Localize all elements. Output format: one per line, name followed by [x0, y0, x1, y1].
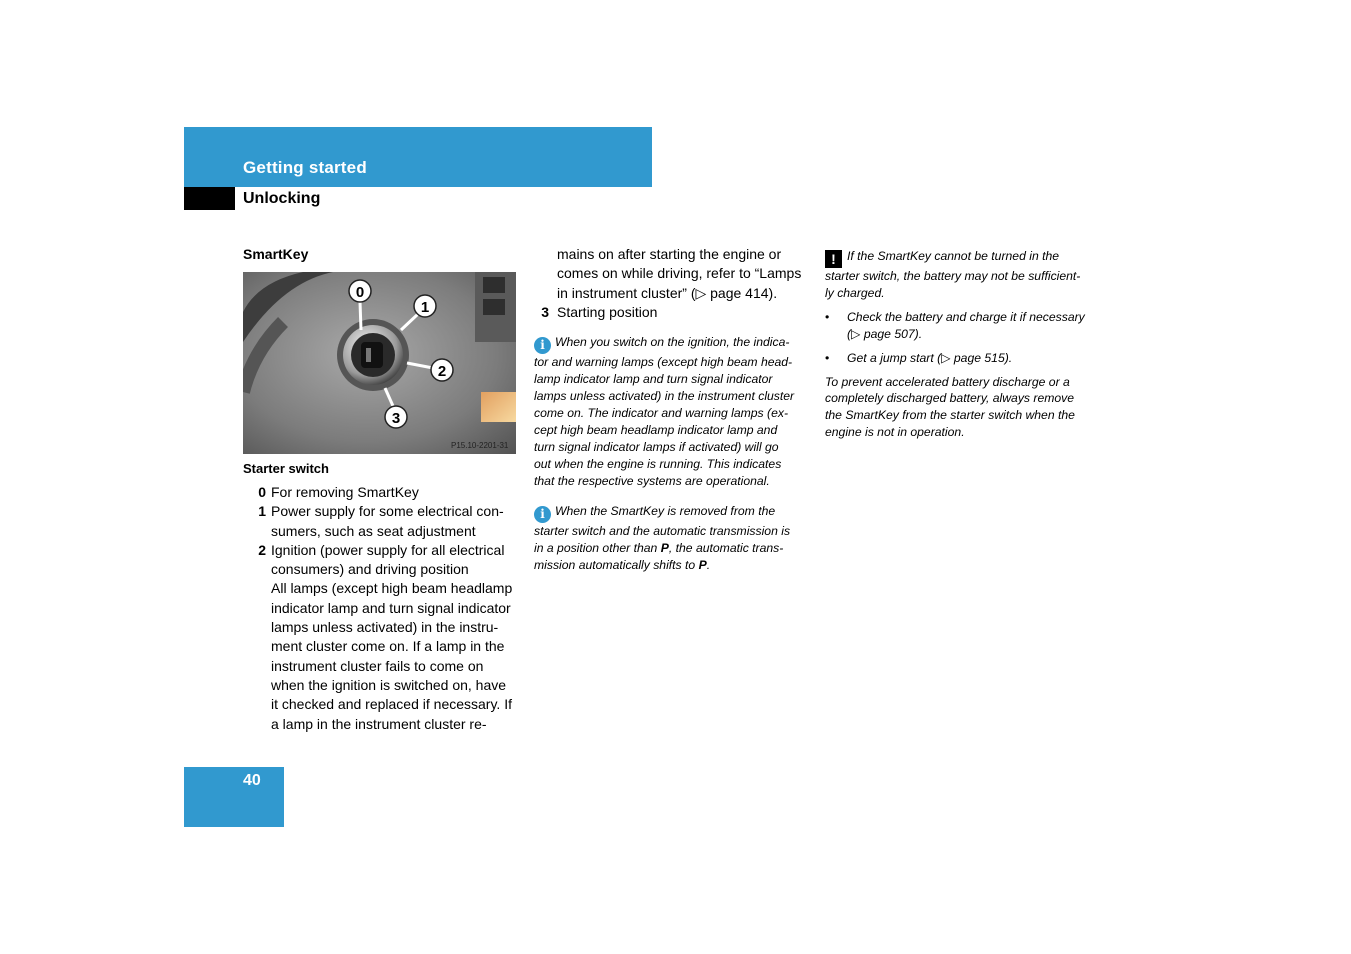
section-marker	[184, 187, 235, 210]
item-number: 3	[541, 303, 549, 320]
item-text: For removing SmartKey	[271, 484, 419, 500]
callout-2	[431, 359, 453, 381]
starter-switch-photo	[243, 272, 516, 454]
section-title: Getting started	[243, 158, 367, 177]
svg-text:2: 2	[437, 363, 447, 380]
figure-code: P15.10-2201-31	[451, 441, 509, 450]
continued-text: mains on after starting the engine or comes on while driving, refer to “Lamps in instrument cluster” (▷ page 414).	[557, 246, 802, 301]
figure-caption: Starter switch	[243, 461, 329, 476]
svg-text:3: 3	[391, 410, 401, 427]
header-band	[184, 127, 652, 187]
subsection-title: Unlocking	[243, 190, 321, 207]
item-number: 1	[258, 503, 266, 520]
list-item: • Get a jump start (▷ page 515).	[825, 350, 1013, 365]
item-text: a lamp in the instrument cluster re-	[271, 715, 487, 732]
callout-3	[385, 406, 407, 428]
item-text: Starting position	[557, 303, 658, 320]
item-text: Power supply for some electrical con-	[271, 503, 504, 520]
page-number-box	[184, 767, 284, 827]
callout-0	[349, 280, 371, 302]
info-icon: i	[534, 506, 551, 523]
item-text: instrument cluster fails to come on	[271, 657, 484, 674]
smartkey-heading: SmartKey	[243, 246, 309, 262]
starter-switch-illustration	[243, 272, 516, 454]
bullet-icon: •	[825, 350, 830, 365]
item-text: Ignition (power supply for all electrical	[271, 541, 505, 558]
item-text: lamps unless activated) in the instru-	[271, 619, 499, 636]
list-item	[534, 303, 809, 322]
info-icon: i	[534, 337, 551, 354]
svg-text:0: 0	[355, 284, 365, 301]
list-item: • Check the battery and charge it if necessary (▷ page 507).	[825, 309, 1085, 341]
exclamation-icon: !	[825, 250, 842, 268]
list-item	[243, 502, 518, 541]
closing-paragraph: To prevent accelerated battery discharge or a completely discharged battery, always remove the SmartKey from the starter switch when the engine is not in operation.	[825, 374, 1075, 440]
item-text: ment cluster come on. If a lamp in the	[271, 638, 505, 655]
position-list	[243, 483, 518, 734]
column-3	[825, 248, 1105, 441]
info-note-transmission: i When the SmartKey is removed from the starter switch and the automatic transmission is in a position other than P, the automatic trans- mission automatically shifts to P.	[534, 504, 791, 573]
svg-text:1: 1	[420, 299, 430, 316]
item-text: All lamps (except high beam headlamp	[271, 580, 513, 597]
item-number: 2	[258, 541, 266, 558]
column-2	[534, 245, 809, 574]
warning-note: ! If the SmartKey cannot be turned in the starter switch, the battery may not be sufficient- ly charged.	[825, 249, 1081, 300]
list-item	[243, 541, 518, 734]
page-number: 40	[243, 772, 261, 789]
item-text: sumers, such as seat adjustment	[271, 522, 476, 539]
callout-1	[414, 295, 436, 317]
item-number: 0	[258, 484, 266, 500]
item-text: it checked and replaced if necessary. If	[271, 696, 512, 713]
item-text: indicator lamp and turn signal indicator	[271, 599, 511, 616]
item-text: when the ignition is switched on, have	[271, 676, 507, 693]
bullet-icon: •	[825, 309, 830, 324]
list-item	[243, 483, 518, 502]
info-note-ignition: i When you switch on the ignition, the indica- tor and warning lamps (except high beam head- lamp indicator lamp and turn signal indicator lamps unless activated) in the instrument cluster come on. The indicator and warning lamps (ex- cept high beam headlamp indicator lamp and turn signal indicator lamps if activated) will go out when the engine is running. This indicates that the respective systems are operational.	[534, 335, 795, 488]
item-text: consumers) and driving position	[271, 561, 469, 578]
